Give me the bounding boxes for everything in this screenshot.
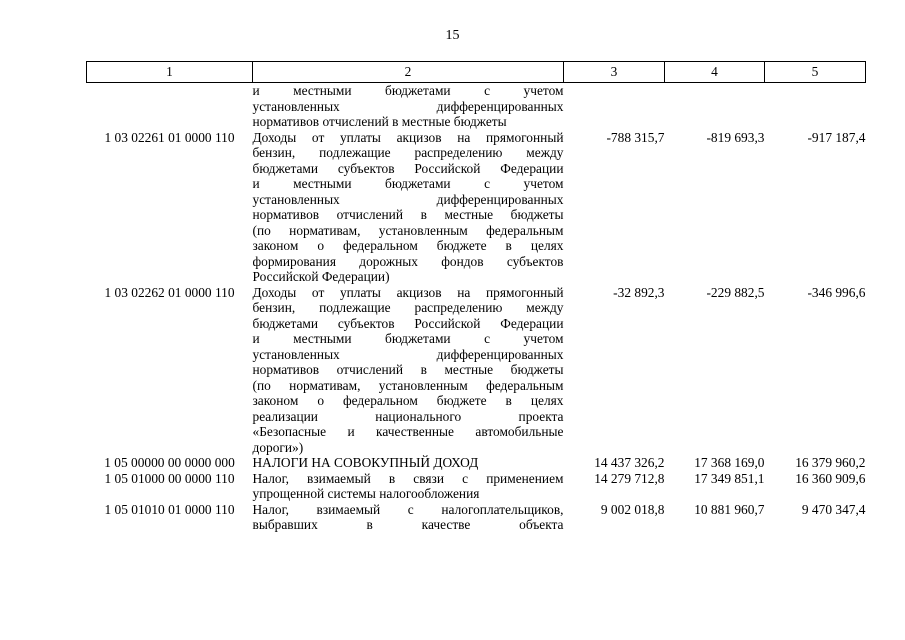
value-col3: -32 892,3	[613, 284, 665, 300]
description-line: бензин, подлежащие распределению между	[252, 145, 564, 160]
value-col4: -819 693,3	[706, 129, 765, 145]
description-line: выбравших в качестве объекта	[252, 517, 564, 532]
value-col5: -917 187,4	[807, 129, 866, 145]
description-line: НАЛОГИ НА СОВОКУПНЫЙ ДОХОД	[252, 455, 479, 470]
description-line: и местными бюджетами с учетом	[252, 331, 564, 346]
value-col3	[564, 83, 665, 130]
description-line: установленных дифференцированных	[252, 346, 564, 362]
description-line: Доходы от уплаты акцизов на прямогонный	[252, 129, 564, 145]
value-col5: 16 360 909,6	[795, 470, 866, 486]
description-line: Доходы от уплаты акцизов на прямогонный	[252, 284, 564, 300]
value-col5: 16 379 960,2	[795, 455, 866, 470]
description-line: реализации национального проекта	[252, 408, 564, 424]
description-line: формирования дорожных фондов субъектов	[252, 253, 564, 269]
budget-code	[87, 83, 253, 130]
description-line: Налог, взимаемый в связи с применением	[252, 470, 564, 486]
row-description	[253, 83, 564, 130]
value-col5	[765, 83, 866, 130]
value-col3: 9 002 018,8	[600, 501, 665, 517]
description-line: Налог, взимаемый с налогоплательщиков,	[252, 501, 564, 517]
description-line: и местными бюджетами с учетом	[252, 176, 564, 191]
table-row	[87, 455, 866, 471]
budget-code: 1 05 00000 00 0000 000	[104, 455, 235, 470]
description-line: установленных дифференцированных	[252, 191, 564, 207]
value-col3: -788 315,7	[606, 129, 665, 145]
budget-code: 1 03 02262 01 0000 110	[104, 284, 235, 300]
column-header-3: 3	[564, 62, 665, 83]
value-col3: 14 437 326,2	[594, 455, 665, 470]
table-row	[87, 83, 866, 130]
description-line: дороги»)	[252, 439, 304, 455]
value-col3: 14 279 712,8	[594, 470, 665, 486]
description-line: установленных дифференцированных	[252, 98, 564, 114]
budget-code: 1 03 02261 01 0000 110	[104, 129, 235, 145]
column-header-4: 4	[665, 62, 765, 83]
row-description	[253, 455, 564, 471]
table-row	[87, 471, 866, 502]
row-description	[253, 285, 564, 456]
description-line: (по нормативам, установленным федеральным	[252, 222, 564, 238]
value-col4: 17 368 169,0	[694, 455, 765, 470]
description-line: Российской Федерации)	[252, 269, 390, 284]
budget-code: 1 05 01010 01 0000 110	[104, 501, 235, 517]
description-line: «Безопасные и качественные автомобильные	[252, 424, 564, 439]
table-row	[87, 285, 866, 456]
value-col5: 9 470 347,4	[801, 501, 866, 517]
column-header-1: 1	[87, 62, 253, 83]
row-description	[253, 130, 564, 285]
description-line: (по нормативам, установленным федеральным	[252, 377, 564, 393]
row-description	[253, 502, 564, 533]
value-col4: 10 881 960,7	[694, 501, 765, 517]
value-col4: 17 349 851,1	[694, 470, 765, 486]
header-row	[87, 62, 866, 83]
table-row	[87, 130, 866, 285]
description-line: нормативов отчислений в местные бюджеты	[252, 362, 564, 377]
description-line: законом о федеральном бюджете в целях	[252, 393, 564, 408]
column-header-2: 2	[253, 62, 564, 83]
value-col5: -346 996,6	[807, 284, 866, 300]
page-number: 15	[445, 28, 460, 43]
row-description	[253, 471, 564, 502]
value-col4	[665, 83, 765, 130]
description-line: бюджетами субъектов Российской Федерации	[252, 315, 564, 331]
description-line: бензин, подлежащие распределению между	[252, 300, 564, 315]
table-row	[87, 502, 866, 533]
column-header-5: 5	[765, 62, 866, 83]
description-line: и местными бюджетами с учетом	[252, 83, 564, 98]
description-line: бюджетами субъектов Российской Федерации	[252, 160, 564, 176]
description-line: нормативов отчислений в местные бюджеты	[252, 114, 507, 129]
description-line: законом о федеральном бюджете в целях	[252, 238, 564, 253]
budget-code: 1 05 01000 00 0000 110	[104, 470, 235, 486]
value-col4: -229 882,5	[706, 284, 765, 300]
budget-revenue-table	[86, 61, 866, 533]
description-line: нормативов отчислений в местные бюджеты	[252, 207, 564, 222]
description-line: упрощенной системы налогообложения	[252, 486, 480, 501]
